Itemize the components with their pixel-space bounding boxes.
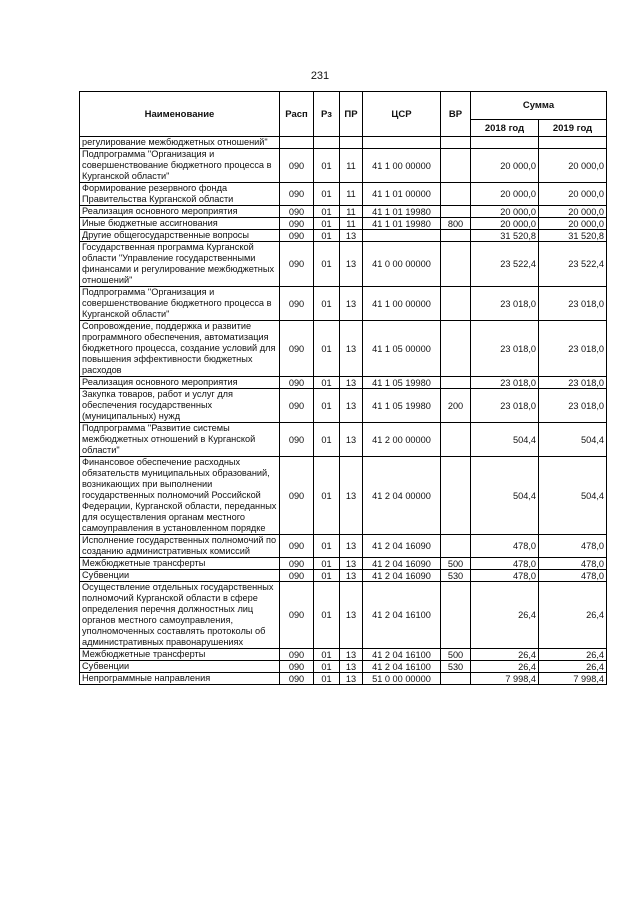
row-csr: 41 1 00 00000: [363, 149, 441, 183]
row-rasp: 090: [280, 321, 314, 377]
row-csr: 41 1 00 00000: [363, 287, 441, 321]
row-pr: 13: [340, 535, 363, 558]
row-csr: 51 0 00 00000: [363, 673, 441, 685]
row-sum-2019: 23 018,0: [539, 321, 607, 377]
row-sum-2018: 478,0: [471, 570, 539, 582]
row-vr: [441, 582, 471, 649]
row-sum-2019: 26,4: [539, 661, 607, 673]
table-row: [80, 183, 607, 206]
row-csr: 41 2 04 16100: [363, 661, 441, 673]
row-rasp: 090: [280, 673, 314, 685]
row-name: Подпрограмма "Организация и совершенствование бюджетного процесса в Курганской области": [80, 287, 280, 321]
table-body: [80, 137, 607, 685]
table-row: [80, 457, 607, 535]
row-rasp: 090: [280, 149, 314, 183]
row-vr: [441, 206, 471, 218]
row-name: Государственная программа Курганской области "Управление государственными финансами и регулирование межбюджетных отношений": [80, 242, 280, 287]
row-name: Иные бюджетные ассигнования: [80, 218, 280, 230]
table-row: [80, 570, 607, 582]
row-rz: 01: [314, 535, 340, 558]
row-vr: [441, 377, 471, 389]
row-sum-2018: 20 000,0: [471, 206, 539, 218]
row-vr: [441, 321, 471, 377]
row-pr: 11: [340, 206, 363, 218]
row-sum-2019: 504,4: [539, 457, 607, 535]
row-rasp: 090: [280, 377, 314, 389]
row-rasp: 090: [280, 649, 314, 661]
row-vr: 800: [441, 218, 471, 230]
row-pr: 11: [340, 183, 363, 206]
table-row: [80, 230, 607, 242]
table-row: [80, 535, 607, 558]
row-rz: 01: [314, 423, 340, 457]
row-sum-2018: 7 998,4: [471, 673, 539, 685]
row-rasp: 090: [280, 558, 314, 570]
row-name: Подпрограмма "Развитие системы межбюджетных отношений в Курганской области": [80, 423, 280, 457]
row-name: Закупка товаров, работ и услуг для обеспечения государственных (муниципальных) нужд: [80, 389, 280, 423]
row-vr: 530: [441, 570, 471, 582]
header-name: Наименование: [80, 92, 280, 137]
row-rasp: 090: [280, 287, 314, 321]
table-row: [80, 649, 607, 661]
row-rz: 01: [314, 321, 340, 377]
row-sum-2018: 26,4: [471, 582, 539, 649]
header-csr: ЦСР: [363, 92, 441, 137]
row-rasp: 090: [280, 423, 314, 457]
row-sum-2018: 26,4: [471, 661, 539, 673]
header-sum: Сумма: [471, 92, 607, 120]
table-row: [80, 673, 607, 685]
row-csr: 41 2 04 16090: [363, 535, 441, 558]
row-rz: 01: [314, 570, 340, 582]
header-pr: ПР: [340, 92, 363, 137]
row-pr: 13: [340, 377, 363, 389]
row-sum-2019: 23 018,0: [539, 377, 607, 389]
table-row: [80, 389, 607, 423]
row-rasp: 090: [280, 242, 314, 287]
row-sum-2019: 478,0: [539, 570, 607, 582]
row-vr: [441, 423, 471, 457]
row-sum-2018: [471, 137, 539, 149]
row-vr: 530: [441, 661, 471, 673]
row-sum-2018: 20 000,0: [471, 149, 539, 183]
row-vr: [441, 230, 471, 242]
budget-table: [79, 91, 607, 685]
row-name: Исполнение государственных полномочий по созданию административных комиссий: [80, 535, 280, 558]
row-rasp: 090: [280, 582, 314, 649]
row-vr: [441, 535, 471, 558]
row-sum-2018: 20 000,0: [471, 218, 539, 230]
row-sum-2019: 26,4: [539, 649, 607, 661]
row-vr: 200: [441, 389, 471, 423]
row-csr: 41 2 04 16100: [363, 649, 441, 661]
row-csr: 41 2 04 16090: [363, 570, 441, 582]
row-sum-2019: 23 018,0: [539, 389, 607, 423]
row-name: Субвенции: [80, 570, 280, 582]
row-name: регулирование межбюджетных отношений": [80, 137, 280, 149]
row-sum-2018: 26,4: [471, 649, 539, 661]
row-vr: [441, 457, 471, 535]
row-csr: 41 2 04 00000: [363, 457, 441, 535]
row-pr: 13: [340, 582, 363, 649]
row-name: Непрограммные направления: [80, 673, 280, 685]
row-sum-2019: 23 018,0: [539, 287, 607, 321]
table-row: [80, 423, 607, 457]
row-rasp: 090: [280, 218, 314, 230]
row-rz: 01: [314, 389, 340, 423]
row-sum-2018: 23 018,0: [471, 321, 539, 377]
row-name: Реализация основного мероприятия: [80, 377, 280, 389]
row-rz: 01: [314, 661, 340, 673]
table-row: [80, 218, 607, 230]
row-csr: 41 0 00 00000: [363, 242, 441, 287]
row-rz: 01: [314, 457, 340, 535]
row-name: Субвенции: [80, 661, 280, 673]
row-rz: 01: [314, 673, 340, 685]
row-rz: 01: [314, 242, 340, 287]
row-rz: 01: [314, 149, 340, 183]
row-name: Межбюджетные трансферты: [80, 558, 280, 570]
row-sum-2018: 504,4: [471, 423, 539, 457]
row-rasp: 090: [280, 535, 314, 558]
row-pr: 11: [340, 218, 363, 230]
row-rasp: [280, 137, 314, 149]
row-csr: [363, 230, 441, 242]
row-csr: 41 1 05 19980: [363, 377, 441, 389]
row-vr: [441, 183, 471, 206]
row-rasp: 090: [280, 457, 314, 535]
row-name: Сопровождение, поддержка и развитие программного обеспечения, автоматизация бюджетного процесса, создание условий для повышения эффективности бюджетных расходов: [80, 321, 280, 377]
row-rasp: 090: [280, 230, 314, 242]
row-csr: 41 2 04 16090: [363, 558, 441, 570]
row-pr: 13: [340, 673, 363, 685]
row-rz: [314, 137, 340, 149]
table-row: [80, 661, 607, 673]
header-year-2018: 2018 год: [471, 120, 539, 137]
row-sum-2019: 20 000,0: [539, 149, 607, 183]
row-name: Осуществление отдельных государственных полномочий Курганской области в сфере определения перечня должностных лиц органов местного самоуправления, уполномоченных составлять протоколы об административных правонарушениях: [80, 582, 280, 649]
table-row: [80, 582, 607, 649]
row-pr: 13: [340, 423, 363, 457]
table-row: [80, 206, 607, 218]
row-sum-2019: 478,0: [539, 535, 607, 558]
row-name: Подпрограмма "Организация и совершенствование бюджетного процесса в Курганской области": [80, 149, 280, 183]
row-csr: 41 1 01 00000: [363, 183, 441, 206]
row-csr: [363, 137, 441, 149]
header-rasp: Расп: [280, 92, 314, 137]
row-sum-2018: 23 018,0: [471, 287, 539, 321]
row-sum-2019: 20 000,0: [539, 218, 607, 230]
row-csr: 41 1 05 19980: [363, 389, 441, 423]
row-pr: 13: [340, 287, 363, 321]
row-sum-2019: [539, 137, 607, 149]
row-pr: [340, 137, 363, 149]
row-pr: 13: [340, 230, 363, 242]
table-row: [80, 558, 607, 570]
table-row: [80, 149, 607, 183]
row-rasp: 090: [280, 206, 314, 218]
row-name: Реализация основного мероприятия: [80, 206, 280, 218]
row-sum-2019: 20 000,0: [539, 206, 607, 218]
row-rasp: 090: [280, 389, 314, 423]
row-rz: 01: [314, 230, 340, 242]
row-sum-2018: 504,4: [471, 457, 539, 535]
row-rz: 01: [314, 582, 340, 649]
row-name: Финансовое обеспечение расходных обязательств муниципальных образований, возникающих при выполнении государственных полномочий Российской Федерации, Курганской области, переданных для осуществления органам местного самоуправления в установленном порядке: [80, 457, 280, 535]
row-pr: 13: [340, 649, 363, 661]
row-name: Межбюджетные трансферты: [80, 649, 280, 661]
row-csr: 41 2 00 00000: [363, 423, 441, 457]
row-pr: 13: [340, 570, 363, 582]
row-rz: 01: [314, 377, 340, 389]
row-rz: 01: [314, 558, 340, 570]
row-sum-2019: 31 520,8: [539, 230, 607, 242]
row-csr: 41 1 05 00000: [363, 321, 441, 377]
row-vr: [441, 137, 471, 149]
row-csr: 41 1 01 19980: [363, 218, 441, 230]
row-vr: [441, 149, 471, 183]
row-sum-2019: 20 000,0: [539, 183, 607, 206]
row-vr: 500: [441, 649, 471, 661]
row-vr: [441, 673, 471, 685]
row-pr: 11: [340, 149, 363, 183]
table-row: [80, 137, 607, 149]
row-rz: 01: [314, 649, 340, 661]
row-pr: 13: [340, 457, 363, 535]
row-pr: 13: [340, 242, 363, 287]
row-pr: 13: [340, 661, 363, 673]
row-vr: 500: [441, 558, 471, 570]
row-sum-2019: 26,4: [539, 582, 607, 649]
header-rz: Рз: [314, 92, 340, 137]
row-csr: 41 2 04 16100: [363, 582, 441, 649]
row-rasp: 090: [280, 183, 314, 206]
row-vr: [441, 287, 471, 321]
table-header-row: [80, 92, 607, 120]
row-sum-2018: 478,0: [471, 535, 539, 558]
row-rz: 01: [314, 183, 340, 206]
row-rasp: 090: [280, 570, 314, 582]
row-sum-2018: 31 520,8: [471, 230, 539, 242]
header-vr: ВР: [441, 92, 471, 137]
row-sum-2018: 20 000,0: [471, 183, 539, 206]
row-pr: 13: [340, 389, 363, 423]
row-vr: [441, 242, 471, 287]
row-sum-2018: 23 522,4: [471, 242, 539, 287]
row-rasp: 090: [280, 661, 314, 673]
page-number: 231: [310, 70, 330, 82]
row-sum-2018: 23 018,0: [471, 377, 539, 389]
row-rz: 01: [314, 218, 340, 230]
row-sum-2019: 504,4: [539, 423, 607, 457]
row-pr: 13: [340, 321, 363, 377]
row-pr: 13: [340, 558, 363, 570]
table-row: [80, 321, 607, 377]
table-row: [80, 377, 607, 389]
row-sum-2018: 478,0: [471, 558, 539, 570]
table-row: [80, 287, 607, 321]
row-sum-2019: 23 522,4: [539, 242, 607, 287]
table-row: [80, 242, 607, 287]
row-name: Формирование резервного фонда Правительства Курганской области: [80, 183, 280, 206]
row-rz: 01: [314, 206, 340, 218]
header-year-2019: 2019 год: [539, 120, 607, 137]
row-sum-2019: 478,0: [539, 558, 607, 570]
row-name: Другие общегосударственные вопросы: [80, 230, 280, 242]
row-sum-2019: 7 998,4: [539, 673, 607, 685]
row-csr: 41 1 01 19980: [363, 206, 441, 218]
row-rz: 01: [314, 287, 340, 321]
row-sum-2018: 23 018,0: [471, 389, 539, 423]
